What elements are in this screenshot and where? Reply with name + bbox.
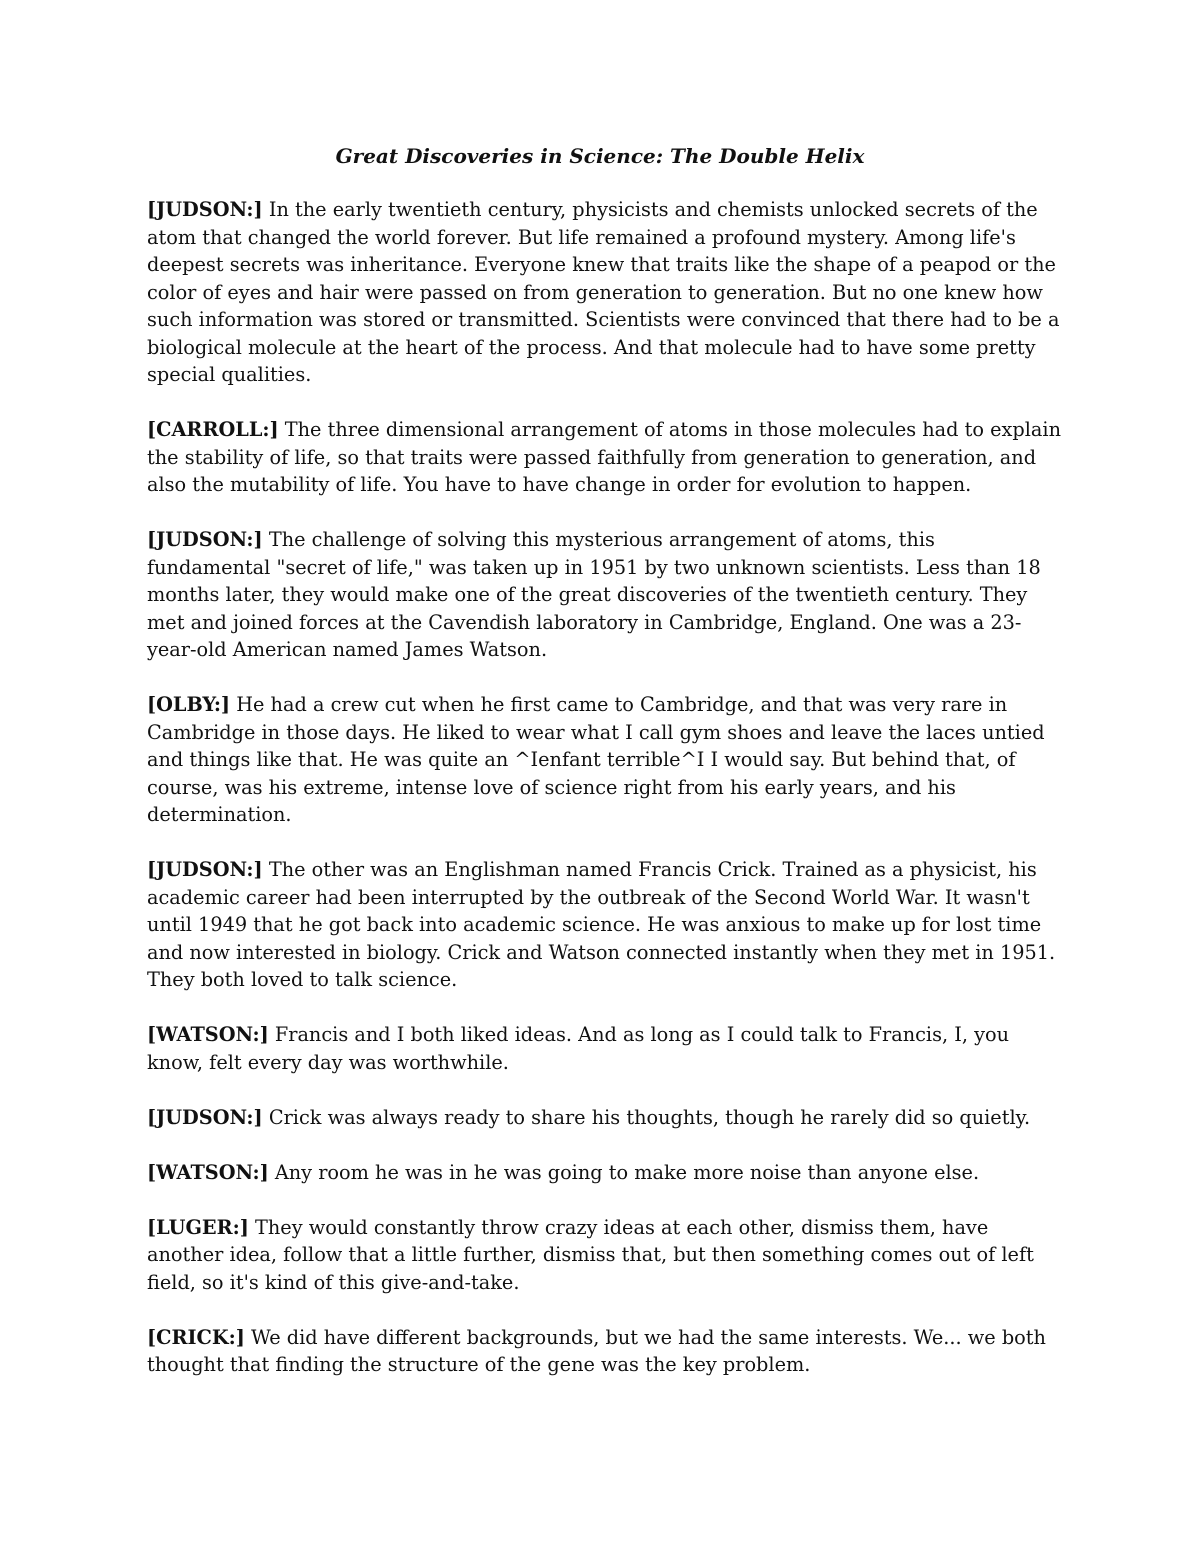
transcript-paragraph: [147, 526, 1062, 664]
paragraph-text: Any room he was in he was going to make more noise than anyone else.: [274, 1160, 980, 1184]
paragraph-text: The three dimensional arrangement of atoms in those molecules had to explain the stability of life, so that traits were passed faithfully from generation to generation, and also the mutability of life. You have to have change in order for evolution to happen.: [147, 418, 1062, 496]
paragraph-text: He had a crew cut when he first came to Cambridge, and that was very rare in Cambridge in those days. He liked to wear what I call gym shoes and leave the laces untied and things like that. He was quite an ^Ienfant terrible^I I would say. But behind that, of course, was his extreme, intense love of science right from his early years, and his determination.: [147, 693, 1045, 826]
speaker-label: [JUDSON:]: [147, 858, 263, 881]
speaker-label: [WATSON:]: [147, 1160, 269, 1184]
speaker-label: [LUGER:]: [147, 1215, 249, 1239]
paragraph-text: They would constantly throw crazy ideas at each other, dismiss them, have another idea, follow that a little further, dismiss that, but then something comes out of left field, so it's kind of this give-and-take.: [147, 1215, 1034, 1294]
transcript-paragraph: [147, 1021, 1062, 1076]
transcript-paragraph: [147, 1324, 1062, 1379]
speaker-label: [JUDSON:]: [147, 198, 263, 221]
speaker-label: [CRICK:]: [147, 1325, 245, 1349]
paragraph-text: Francis and I both liked ideas. And as long as I could talk to Francis, I, you know, felt every day was worthwhile.: [147, 1023, 1010, 1074]
speaker-label: [CARROLL:]: [147, 418, 279, 441]
transcript-paragraph: [147, 416, 1062, 499]
transcript-paragraph: [147, 1159, 1062, 1187]
transcript-paragraph: [147, 691, 1062, 829]
paragraph-text: In the early twentieth century, physicists and chemists unlocked secrets of the atom that changed the world forever. But life remained a profound mystery. Among life's deepest secrets was inheritance. Everyone knew that traits like the shape of a peapod or the color of eyes and hair were passed on from generation to generation. But no one knew how such information was stored or transmitted. Scientists were convinced that there had to be a biological molecule at the heart of the process. And that molecule had to have some pretty special qualities.: [147, 198, 1060, 386]
speaker-label: [OLBY:]: [147, 693, 231, 716]
speaker-label: [JUDSON:]: [147, 528, 263, 551]
transcript-body: [147, 196, 1062, 1406]
document-title: Great Discoveries in Science: The Double Helix: [335, 144, 865, 168]
paragraph-text: The challenge of solving this mysterious arrangement of atoms, this fundamental "secret of life," was taken up in 1951 by two unknown scientists. Less than 18 months later, they would make one of the great discoveries of the twentieth century. They met and joined forces at the Cavendish laboratory in Cambridge, England. One was a 23-year-old American named James Watson.: [147, 528, 1041, 661]
transcript-paragraph: [147, 1104, 1062, 1132]
speaker-label: [JUDSON:]: [147, 1105, 263, 1129]
transcript-paragraph: [147, 1214, 1062, 1297]
transcript-paragraph: [147, 856, 1062, 994]
speaker-label: [WATSON:]: [147, 1023, 269, 1046]
paragraph-text: Crick was always ready to share his thoughts, though he rarely did so quietly.: [268, 1105, 1031, 1129]
paragraph-text: The other was an Englishman named Francis Crick. Trained as a physicist, his academic career had been interrupted by the outbreak of the Second World War. It wasn't until 1949 that he got back into academic science. He was anxious to make up for lost time and now interested in biology. Crick and Watson connected instantly when they met in 1951. They both loved to talk science.: [147, 858, 1056, 991]
transcript-paragraph: [147, 196, 1062, 389]
paragraph-text: We did have different backgrounds, but we had the same interests. We... we both thought that finding the structure of the gene was the key problem.: [147, 1325, 1046, 1376]
